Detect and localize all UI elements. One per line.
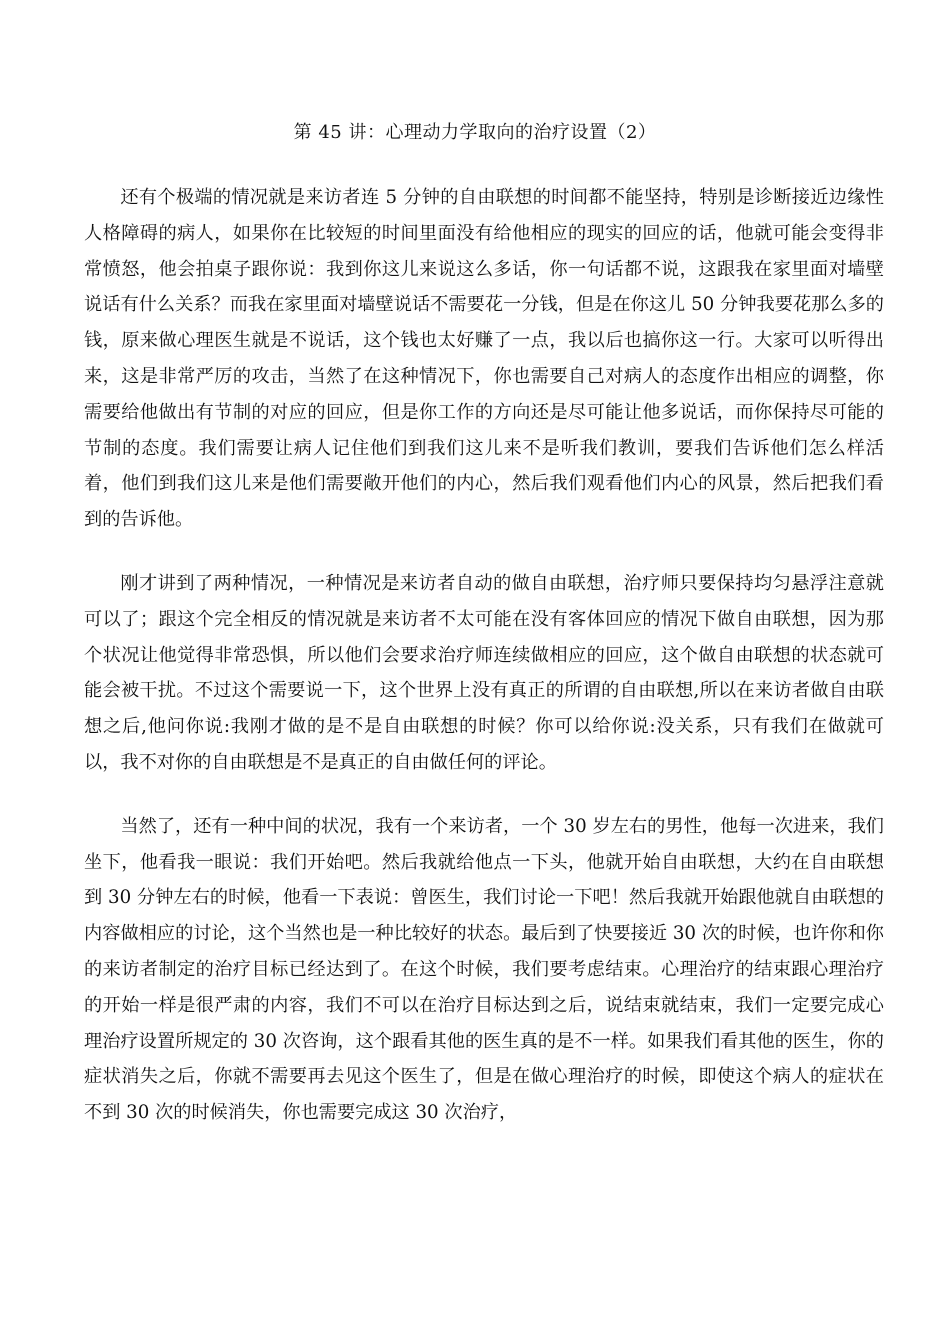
paragraph-3: 当然了，还有一种中间的状况，我有一个来访者，一个 30 岁左右的男性，他每一次进来，我们坐下，他看我一眼说：我们开始吧。然后我就给他点一下头，他就开始自由联想，大约在自由联想到 30 分钟左右的时候，他看一下表说：曾医生，我们讨论一下吧！然后我就开始跟他就自由联想的内容做相应的讨论，这个当然也是一种比较好的状态。最后到了快要接近 30 次的时候，也许你和你的来访者制定的治疗目标已经达到了。在这个时候，我们要考虑结束。心理治疗的结束跟心理治疗的开始一样是很严肃的内容，我们不可以在治疗目标达到之后，说结束就结束，我们一定要完成心理治疗设置所规定的 30 次咨询，这个跟看其他的医生真的是不一样。如果我们看其他的医生，你的症状消失之后，你就不需要再去见这个医生了，但是在做心理治疗的时候，即使这个病人的症状在不到 30 次的时候消失，你也需要完成这 30 次治疗， — [84, 815, 884, 1124]
document-title: 第 45 讲：心理动力学取向的治疗设置（2） — [293, 122, 657, 143]
paragraph-2: 刚才讲到了两种情况，一种情况是来访者自动的做自由联想，治疗师只要保持均匀悬浮注意就可以了；跟这个完全相反的情况就是来访者不太可能在没有客体回应的情况下做自由联想，因为那个状况让他觉得非常恐惧，所以他们会要求治疗师连续做相应的回应，这个做自由联想的状态就可能会被干扰。不过这个需要说一下，这个世界上没有真正的所谓的自由联想,所以在来访者做自由联想之后,他问你说:我刚才做的是不是自由联想的时候？你可以给你说:没关系，只有我们在做就可以，我不对你的自由联想是不是真正的自由做任何的评论。 — [84, 572, 884, 773]
document-body — [84, 180, 884, 1131]
paragraph-1: 还有个极端的情况就是来访者连 5 分钟的自由联想的时间都不能坚持，特别是诊断接近边缘性人格障碍的病人，如果你在比较短的时间里面没有给他相应的现实的回应的话，他就可能会变得非常愤怒，他会拍桌子跟你说：我到你这儿来说这么多话，你一句话都不说，这跟我在家里面对墙壁说话有什么关系？而我在家里面对墙壁说话不需要花一分钱，但是在你这儿 50 分钟我要花那么多的钱，原来做心理医生就是不说话，这个钱也太好赚了一点，我以后也搞你这一行。大家可以听得出来，这是非常严厉的攻击，当然了在这种情况下，你也需要自己对病人的态度作出相应的调整，你需要给他做出有节制的对应的回应，但是你工作的方向还是尽可能让他多说话，而你保持尽可能的节制的态度。我们需要让病人记住他们到我们这儿来不是听我们教训，要我们告诉他们怎么样活着，他们到我们这儿来是他们需要敞开他们的内心，然后我们观看他们内心的风景，然后把我们看到的告诉他。 — [84, 187, 884, 531]
